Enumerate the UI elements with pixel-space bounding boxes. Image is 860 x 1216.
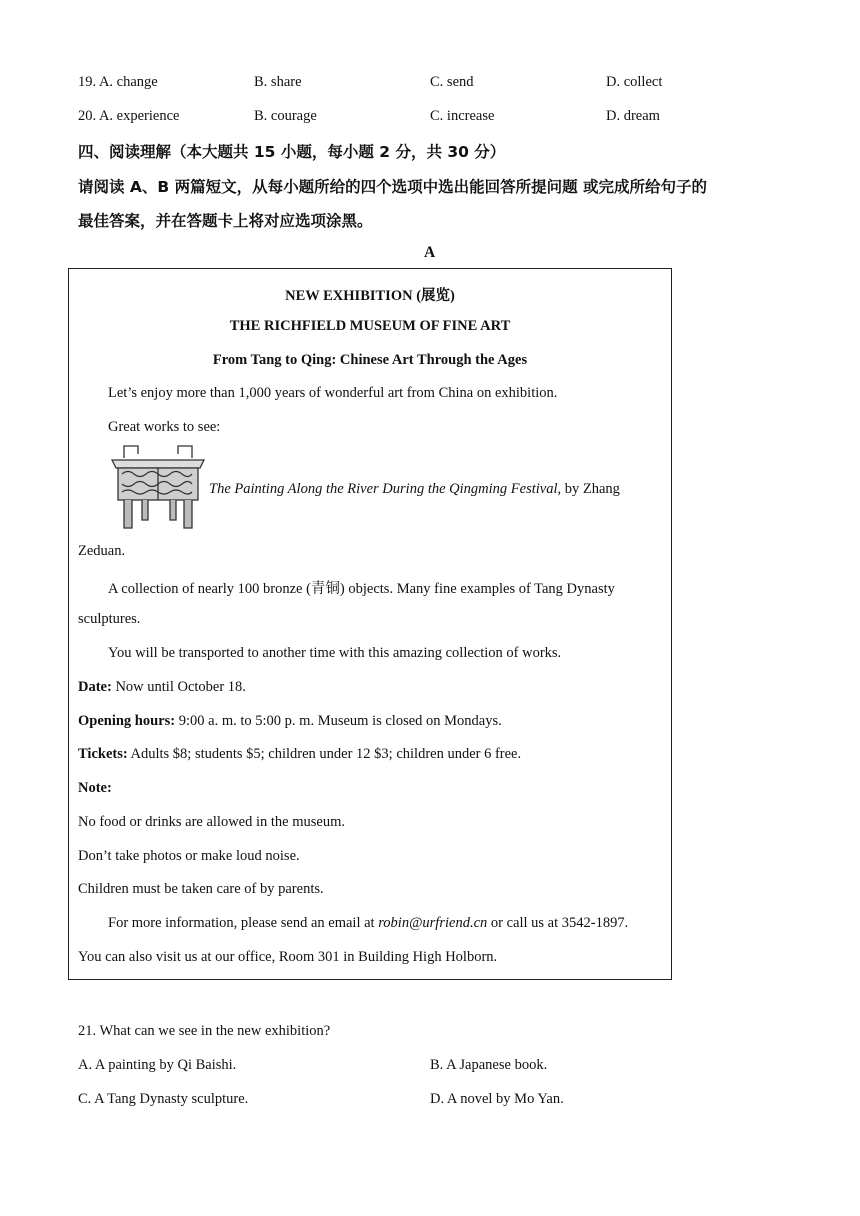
hours-label: Opening hours: (78, 713, 176, 729)
option-19-b: B. share (254, 74, 302, 90)
hours-value: 9:00 a. m. to 5:00 p. m. Museum is closed on Mondays. (175, 713, 502, 729)
more-info-pre: For more information, please send an email at (108, 915, 379, 931)
tickets-value: Adults $8; students $5; children under 12 $3; children under 6 free. (127, 746, 522, 762)
painting-title: The Painting Along the River During the Qingming Festival (209, 481, 558, 497)
question-21-option-b: B. A Japanese book. (430, 1057, 548, 1073)
option-19-c: C. send (430, 74, 474, 90)
notice-title-exhibition: NEW EXHIBITION (展览) (285, 288, 455, 304)
passage-label: A (424, 244, 436, 261)
option-20-d: D. dream (606, 108, 660, 124)
notice-office: You can also visit us at our office, Room 301 in Building High Holborn. (78, 949, 498, 965)
notice-bronze-line2: sculptures. (78, 611, 141, 627)
option-20-a: 20. A. experience (78, 108, 180, 124)
note-item-1: No food or drinks are allowed in the museum. (78, 814, 345, 830)
tickets-label: Tickets: (78, 746, 128, 762)
note-label: Note: (78, 780, 112, 796)
notice-great-works: Great works to see: (108, 419, 221, 435)
question-21-option-a: A. A painting by Qi Baishi. (78, 1057, 237, 1073)
date-value: Now until October 18. (111, 679, 246, 695)
notice-title-museum: THE RICHFIELD MUSEUM OF FINE ART (229, 318, 511, 334)
option-19-d: D. collect (606, 74, 663, 90)
notice-date (78, 679, 246, 696)
more-info-post: or call us at 3542-1897. (487, 915, 629, 931)
note-item-3: Children must be taken care of by parents. (78, 881, 324, 897)
question-21-option-d: D. A novel by Mo Yan. (430, 1091, 564, 1107)
notice-title-theme: From Tang to Qing: Chinese Art Through the Ages (212, 352, 528, 368)
notice-box (68, 268, 672, 980)
notice-intro: Let’s enjoy more than 1,000 years of wonderful art from China on exhibition. (108, 385, 558, 401)
option-19-a: 19. A. change (78, 74, 158, 90)
bronze-ding-image (108, 444, 208, 532)
notice-painting-author: Zeduan. (78, 543, 126, 559)
note-item-2: Don’t take photos or make loud noise. (78, 848, 300, 864)
option-20-c: C. increase (430, 108, 495, 124)
section-heading: 四、阅读理解（本大题共 15 小题，每小题 2 分，共 30 分） (78, 143, 506, 161)
notice-more-info (108, 915, 628, 932)
notice-hours (78, 713, 502, 730)
notice-painting-line (209, 481, 620, 498)
painting-by: , by Zhang (557, 481, 620, 497)
notice-bronze-line1: A collection of nearly 100 bronze (青铜) objects. Many fine examples of Tang Dynasty (108, 581, 615, 597)
contact-email: robin@urfriend.cn (378, 915, 488, 931)
notice-tickets (78, 746, 521, 763)
section-instruction-2: 最佳答案，并在答题卡上将对应选项涂黑。 (78, 212, 373, 230)
section-instruction-1: 请阅读 A、B 两篇短文，从每小题所给的四个选项中选出能回答所提问题 或完成所给句子的 (78, 178, 708, 196)
date-label: Date: (78, 679, 112, 695)
question-21-option-c: C. A Tang Dynasty sculpture. (78, 1091, 249, 1107)
question-21-stem: 21. What can we see in the new exhibition? (78, 1023, 331, 1039)
notice-transported: You will be transported to another time with this amazing collection of works. (108, 645, 562, 661)
option-20-b: B. courage (254, 108, 317, 124)
